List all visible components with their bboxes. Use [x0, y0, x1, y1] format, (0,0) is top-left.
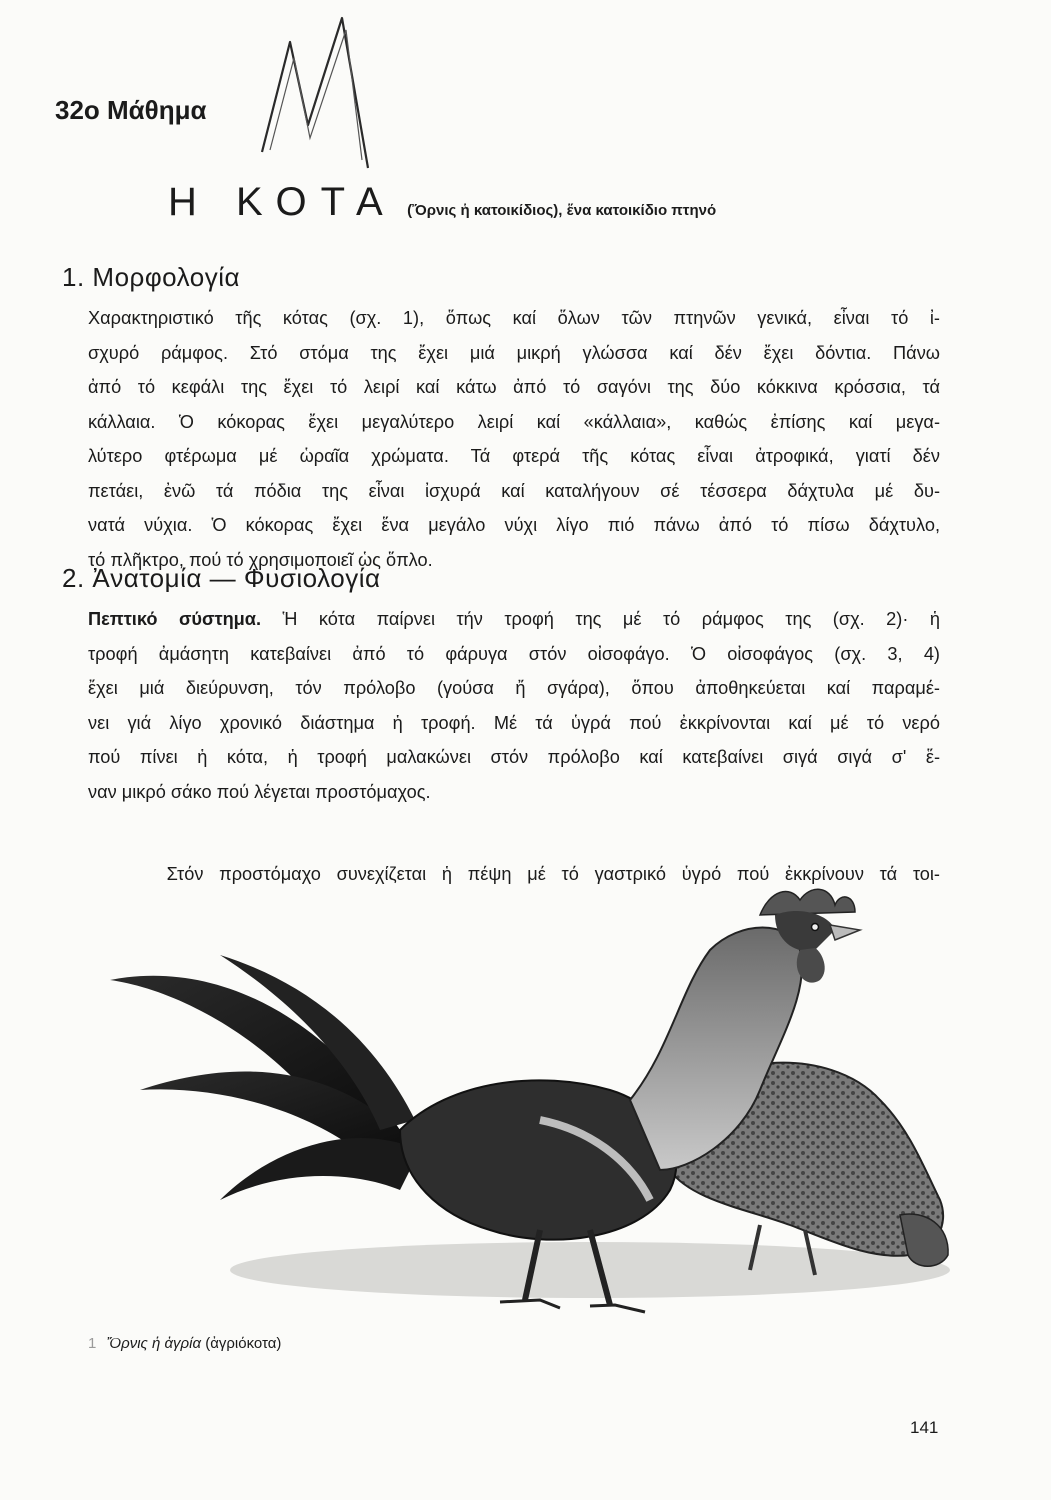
text-line — [88, 602, 940, 637]
figure-caption-italic: Ὄρνις ἡ ἀγρία — [106, 1335, 202, 1352]
text-line: πού πίνει ἡ κότα, ἡ τροφή μαλακώνει στόν πρόλοβο καί κατεβαίνει σιγά σιγά σ' ἕ- — [88, 747, 940, 767]
text-line: λύτερο φτέρωμα μέ ὡραῖα χρώματα. Τά φτερά τῆς κότας εἶναι ἀτροφικά, γιατί δέν — [88, 446, 940, 466]
paragraph-morphology — [88, 301, 940, 577]
paragraph-digestive-system — [88, 602, 940, 809]
title-main: Η ΚΟΤΑ — [168, 180, 397, 224]
text-line: πετάει, ἐνῶ τά πόδια της εἶναι ἰσχυρά καί καταλήγουν σέ τέσσερα δάχτυλα μέ δυ- — [88, 480, 940, 501]
text-line: τροφή ἀμάσητη κατεβαίνει ἀπό τό φάρυγα στόν οἰσοφάγο. Ὁ οἰσοφάγος (σχ. 3, 4) — [88, 643, 940, 664]
figure-caption — [88, 1335, 281, 1352]
lesson-title — [168, 180, 716, 225]
text-line: Χαρακτηριστικό τῆς κότας (σχ. 1), ὅπως καί ὅλων τῶν πτηνῶν γενικά, εἶναι τό ἰ- — [88, 308, 940, 328]
section-heading-morphology: 1. Μορφολογία — [62, 262, 241, 292]
text-line: σχυρό ράμφος. Στό στόμα της ἔχει μιά μικρή γλώσσα καί δέν ἔχει δόντια. Πάνω — [88, 342, 940, 363]
text-line: ναν μικρό σάκο πού λέγεται προστόμαχος. — [88, 781, 431, 802]
text-line: ἔχει μιά διεύρυνση, τόν πρόλοβο (γούσα ἤ σγάρα), ὅπου ἀποθηκεύεται καί παραμέ- — [88, 678, 940, 698]
text-fragment: Ἡ κότα παίρνει τήν τροφή της μέ τό ράμφος της (σχ. 2)· ἡ — [261, 609, 940, 629]
handwritten-letter-m — [250, 10, 380, 170]
rooster-hen-illustration — [70, 830, 990, 1330]
lesson-label: 32ο Μάθημα — [55, 95, 207, 125]
page-number: 141 — [910, 1418, 939, 1437]
rooster-tail — [110, 955, 420, 1200]
text-line: τό πλῆκτρο, πού τό χρησιμοποιεῖ ὡς ὅπλο. — [88, 549, 433, 570]
figure-caption-plain: (ἀγριόκοτα) — [205, 1335, 282, 1352]
text-line: ἀπό τό κεφάλι της ἔχει τό λειρί καί κάτω ἀπό τό σαγόνι της δύο κόκκινα κρόσσια, τά — [88, 377, 940, 397]
run-in-heading: Πεπτικό σύστημα. — [88, 609, 262, 629]
figure-number: 1 — [88, 1335, 97, 1352]
text-line: κάλλαια. Ὁ κόκορας ἔχει μεγαλύτερο λειρί καί «κάλλαια», καθώς ἐπίσης καί μεγα- — [88, 411, 940, 432]
text-line: Στόν προστόμαχο συνεχίζεται ἡ πέψη μέ τό γαστρικό ὑγρό πού ἐκκρίνουν τά τοι- — [88, 864, 940, 884]
text-line: νατά νύχια. Ὁ κόκορας ἔχει ἕνα μεγάλο νύχι λίγο πιό πάνω ἀπό τό πίσω δάχτυλο, — [88, 515, 940, 535]
text-line: νει γιά λίγο χρονικό διάστημα ἡ τροφή. Μέ τά ὑγρά πού ἐκκρίνονται καί μέ τό νερό — [88, 712, 940, 733]
title-subtitle: (Ὄρνις ἡ κατοικίδιος), ἕνα κατοικίδιο πτηνό — [407, 202, 717, 219]
section-heading-anatomy: 2. Ἀνατομία — Φυσιολογία — [62, 563, 381, 593]
